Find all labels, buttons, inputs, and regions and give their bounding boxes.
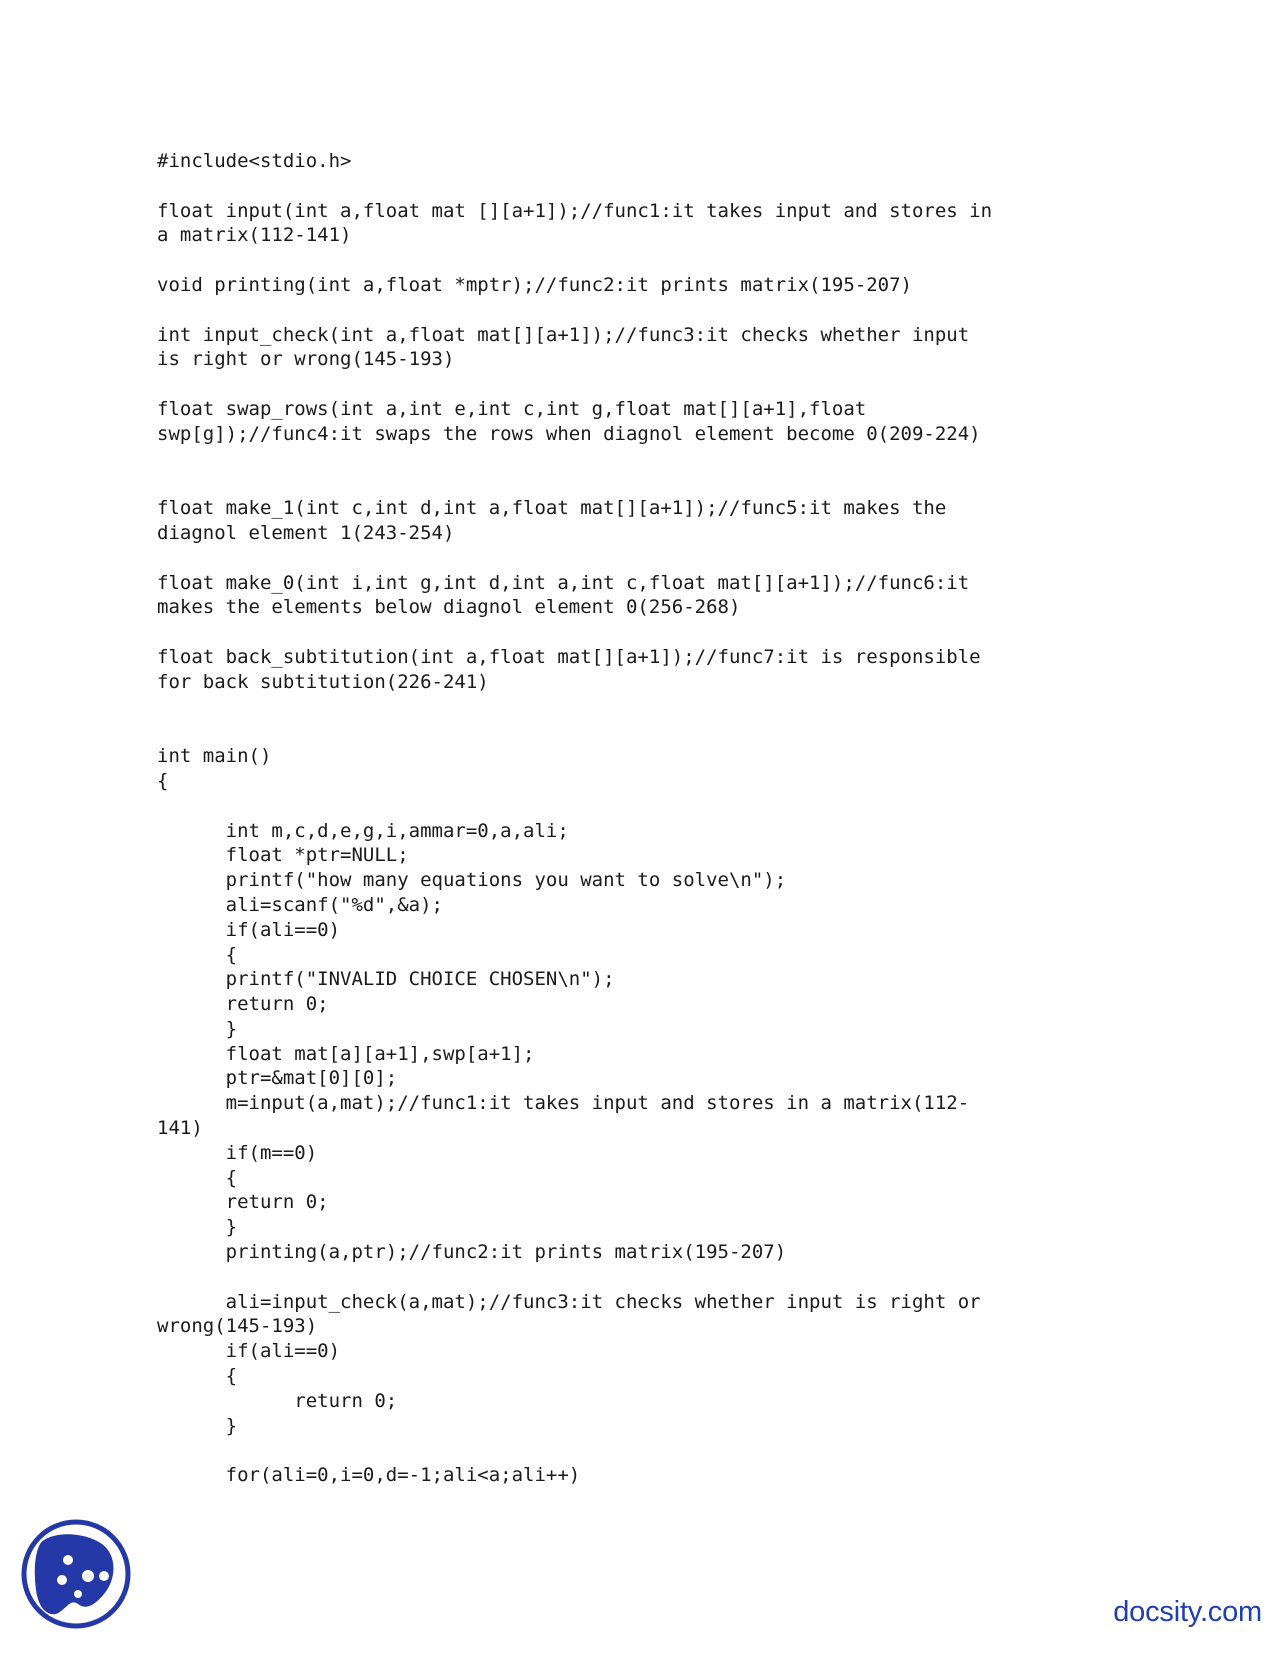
code-listing bbox=[157, 149, 992, 1488]
code-line: return 0; bbox=[157, 993, 329, 1016]
code-line: { bbox=[157, 943, 238, 966]
code-line: m=input(a,mat);//func1:it takes input and stores in a matrix(112- bbox=[157, 1092, 970, 1115]
code-line bbox=[157, 546, 992, 571]
code-line: return 0; bbox=[157, 1389, 398, 1412]
code-line: if(m==0) bbox=[157, 1141, 318, 1164]
code-line: ali=input_check(a,mat);//func3:it checks whether input is right or bbox=[157, 1290, 981, 1313]
code-line: float make_0(int i,int g,int d,int a,int c,float mat[][a+1]);//func6:it bbox=[157, 571, 970, 594]
code-line: { bbox=[157, 1166, 238, 1189]
code-line: float *ptr=NULL; bbox=[157, 844, 409, 867]
code-line: a matrix(112-141) bbox=[157, 224, 352, 247]
code-line: int m,c,d,e,g,i,ammar=0,a,ali; bbox=[157, 819, 569, 842]
code-line: 141) bbox=[157, 1117, 203, 1140]
code-line: is right or wrong(145-193) bbox=[157, 348, 455, 371]
code-line: if(ali==0) bbox=[157, 1340, 341, 1363]
code-line: int main() bbox=[157, 745, 272, 768]
code-line: void printing(int a,float *mptr);//func2:it prints matrix(195-207) bbox=[157, 273, 912, 296]
code-line: float back_subtitution(int a,float mat[][a+1]);//func7:it is responsible bbox=[157, 645, 981, 668]
code-line: for back subtitution(226-241) bbox=[157, 670, 489, 693]
code-line bbox=[157, 174, 992, 199]
code-line bbox=[157, 719, 992, 744]
code-line: wrong(145-193) bbox=[157, 1315, 318, 1338]
code-line: ali=scanf("%d",&a); bbox=[157, 893, 443, 916]
code-line bbox=[157, 471, 992, 496]
code-line: { bbox=[157, 769, 169, 792]
code-line: float input(int a,float mat [][a+1]);//func1:it takes input and stores in bbox=[157, 199, 993, 222]
code-line: int input_check(int a,float mat[][a+1]);//func3:it checks whether input bbox=[157, 323, 970, 346]
code-line: diagnol element 1(243-254) bbox=[157, 521, 455, 544]
code-line bbox=[157, 447, 992, 472]
code-line bbox=[157, 1265, 992, 1290]
code-line: ptr=&mat[0][0]; bbox=[157, 1067, 398, 1090]
code-line: printing(a,ptr);//func2:it prints matrix(195-207) bbox=[157, 1241, 787, 1264]
code-line: } bbox=[157, 1414, 238, 1437]
code-line: printf("INVALID CHOICE CHOSEN\n"); bbox=[157, 968, 615, 991]
code-line: } bbox=[157, 1017, 238, 1040]
code-line: makes the elements below diagnol element 0(256-268) bbox=[157, 596, 741, 619]
code-line bbox=[157, 695, 992, 720]
code-line: float swap_rows(int a,int e,int c,int g,float mat[][a+1],float bbox=[157, 397, 867, 420]
code-line: printf("how many equations you want to solve\n"); bbox=[157, 869, 787, 892]
code-line: { bbox=[157, 1365, 238, 1388]
code-line: #include<stdio.h> bbox=[157, 150, 352, 172]
code-line bbox=[157, 298, 992, 323]
code-line: for(ali=0,i=0,d=-1;ali<a;ali++) bbox=[157, 1464, 581, 1487]
code-line bbox=[157, 1438, 992, 1463]
docsity-brand-text[interactable]: docsity.com bbox=[1113, 1596, 1262, 1628]
code-line: swp[g]);//func4:it swaps the rows when diagnol element become 0(209-224) bbox=[157, 422, 981, 445]
code-line bbox=[157, 794, 992, 819]
code-line: } bbox=[157, 1216, 238, 1239]
code-line: return 0; bbox=[157, 1191, 329, 1214]
code-line: if(ali==0) bbox=[157, 918, 341, 941]
code-line: float mat[a][a+1],swp[a+1]; bbox=[157, 1042, 535, 1065]
code-line bbox=[157, 620, 992, 645]
docsity-logo-icon bbox=[20, 1518, 132, 1630]
code-line bbox=[157, 248, 992, 273]
code-line bbox=[157, 372, 992, 397]
code-line: float make_1(int c,int d,int a,float mat[][a+1]);//func5:it makes the bbox=[157, 497, 947, 520]
